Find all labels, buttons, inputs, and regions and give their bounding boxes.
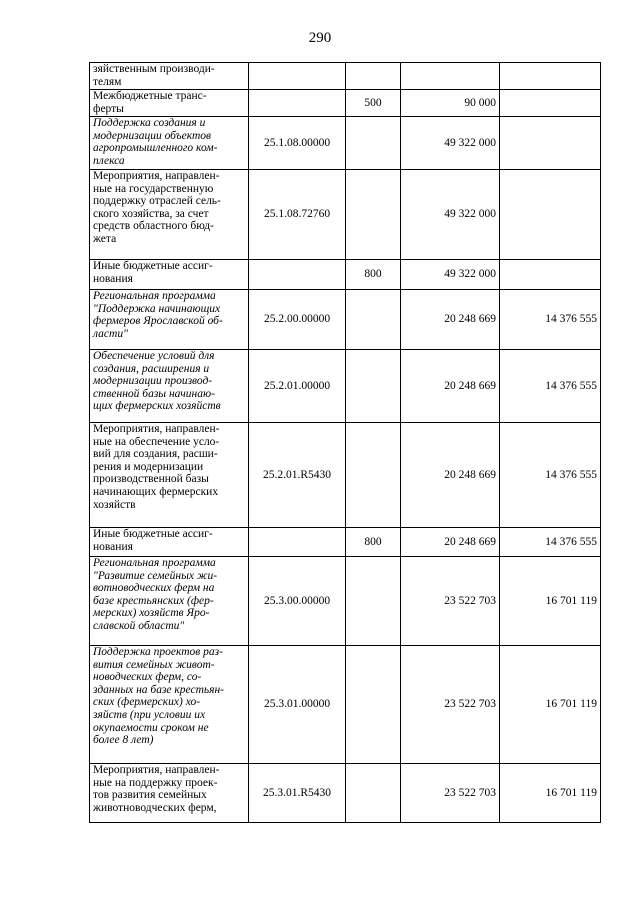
- amount-first-year: 20 248 669: [401, 528, 500, 557]
- table-row: [90, 423, 601, 528]
- expense-type-code: [346, 350, 401, 423]
- budget-item-name: Мероприятия, направлен- ные на государственную поддержку отраслей сель- ского хозяйства, за счет средств областного бюд- жета: [90, 170, 249, 260]
- budget-classification-code: 25.2.01.00000: [249, 350, 346, 423]
- amount-first-year: 23 522 703: [401, 764, 500, 823]
- amount-second-year: [500, 63, 601, 90]
- table-row: [90, 646, 601, 764]
- amount-first-year: 20 248 669: [401, 290, 500, 350]
- budget-classification-code: 25.2.01.R5430: [249, 423, 346, 528]
- expense-type-code: [346, 63, 401, 90]
- expense-type-code: [346, 646, 401, 764]
- budget-classification-code: [249, 260, 346, 290]
- table-row: [90, 63, 601, 90]
- amount-second-year: [500, 170, 601, 260]
- budget-item-name: зяйственным производи- телям: [90, 63, 249, 90]
- amount-first-year: 23 522 703: [401, 557, 500, 646]
- amount-second-year: 16 701 119: [500, 646, 601, 764]
- amount-second-year: [500, 90, 601, 117]
- budget-item-name: Мероприятия, направлен- ные на обеспечение усло- вий для создания, расши- рения и модернизации производственной базы начинающих фермерских хозяйств: [90, 423, 249, 528]
- amount-second-year: 14 376 555: [500, 350, 601, 423]
- amount-first-year: 49 322 000: [401, 117, 500, 170]
- budget-item-name: Иные бюджетные ассиг- нования: [90, 260, 249, 290]
- table-row: [90, 764, 601, 823]
- expense-type-code: [346, 557, 401, 646]
- expense-type-code: [346, 764, 401, 823]
- expense-type-code: 800: [346, 528, 401, 557]
- page-number: 290: [308, 30, 332, 46]
- table-row: [90, 350, 601, 423]
- amount-first-year: 49 322 000: [401, 170, 500, 260]
- budget-classification-code: 25.1.08.72760: [249, 170, 346, 260]
- amount-second-year: 14 376 555: [500, 423, 601, 528]
- budget-item-name: Обеспечение условий для создания, расширения и модернизации производ- ственной базы начинаю- щих фермерских хозяйств: [90, 350, 249, 423]
- table-row: [90, 117, 601, 170]
- table-row: [90, 528, 601, 557]
- amount-second-year: 14 376 555: [500, 528, 601, 557]
- budget-item-name: Межбюджетные транс- ферты: [90, 90, 249, 117]
- amount-second-year: 16 701 119: [500, 557, 601, 646]
- amount-first-year: [401, 63, 500, 90]
- budget-classification-code: 25.2.00.00000: [249, 290, 346, 350]
- amount-second-year: 16 701 119: [500, 764, 601, 823]
- budget-item-name: Региональная программа "Развитие семейных жи- вотноводческих ферм на базе крестьянских (фер- мерских) хозяйств Яро- славской области": [90, 557, 249, 646]
- amount-first-year: 90 000: [401, 90, 500, 117]
- amount-first-year: 20 248 669: [401, 423, 500, 528]
- amount-first-year: 23 522 703: [401, 646, 500, 764]
- budget-classification-code: 25.1.08.00000: [249, 117, 346, 170]
- amount-second-year: 14 376 555: [500, 290, 601, 350]
- budget-item-name: Иные бюджетные ассиг- нования: [90, 528, 249, 557]
- budget-classification-code: 25.3.01.00000: [249, 646, 346, 764]
- expense-type-code: 800: [346, 260, 401, 290]
- budget-classification-code: [249, 90, 346, 117]
- budget-table: [89, 62, 601, 823]
- expense-type-code: [346, 170, 401, 260]
- table-row: [90, 90, 601, 117]
- budget-item-name: Региональная программа "Поддержка начинающих фермеров Ярославской об- ласти": [90, 290, 249, 350]
- expense-type-code: [346, 117, 401, 170]
- table-row: [90, 557, 601, 646]
- budget-classification-code: 25.3.01.R5430: [249, 764, 346, 823]
- amount-second-year: [500, 117, 601, 170]
- budget-classification-code: 25.3.00.00000: [249, 557, 346, 646]
- budget-classification-code: [249, 528, 346, 557]
- amount-second-year: [500, 260, 601, 290]
- budget-item-name: Поддержка проектов раз- вития семейных живот- новодческих ферм, со- зданных на базе крестьян- ских (фермерских) хо- зяйств (при условии их окупаемости сроком не более 8 лет): [90, 646, 249, 764]
- budget-table-body: [90, 63, 601, 823]
- table-row: [90, 290, 601, 350]
- amount-first-year: 20 248 669: [401, 350, 500, 423]
- amount-first-year: 49 322 000: [401, 260, 500, 290]
- table-row: [90, 260, 601, 290]
- expense-type-code: [346, 423, 401, 528]
- budget-item-name: Мероприятия, направлен- ные на поддержку проек- тов развития семейных животноводческих ферм,: [90, 764, 249, 823]
- expense-type-code: 500: [346, 90, 401, 117]
- budget-item-name: Поддержка создания и модернизации объектов агропромышленного ком- плекса: [90, 117, 249, 170]
- table-row: [90, 170, 601, 260]
- budget-classification-code: [249, 63, 346, 90]
- expense-type-code: [346, 290, 401, 350]
